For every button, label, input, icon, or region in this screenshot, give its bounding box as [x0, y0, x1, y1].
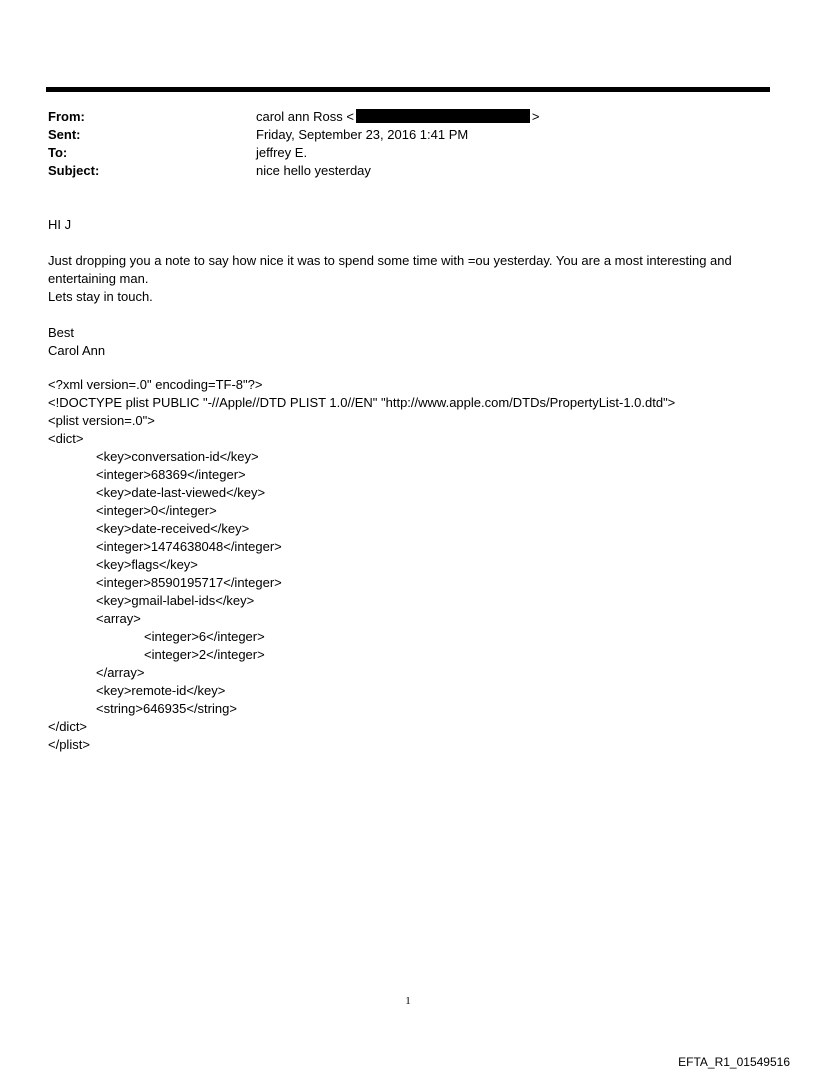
xml-line: <array> [96, 611, 141, 626]
xml-line: <plist version=.0"> [48, 413, 155, 428]
email-body [48, 216, 770, 360]
subject-value: nice hello yesterday [256, 163, 371, 178]
xml-line: <integer>68369</integer> [96, 467, 246, 482]
xml-line: <integer>0</integer> [96, 503, 217, 518]
subject-row [48, 162, 768, 180]
subject-label: Subject: [48, 163, 100, 178]
from-name: carol ann Ross < [256, 109, 354, 124]
xml-line: <dict> [48, 431, 84, 446]
from-value [256, 108, 768, 126]
xml-line: <integer>2</integer> [144, 647, 265, 662]
to-row [48, 144, 768, 162]
xml-plist-block [48, 376, 770, 754]
sent-row [48, 126, 768, 144]
to-value: jeffrey E. [256, 145, 308, 160]
signature: Carol Ann [48, 343, 106, 358]
bates-number: EFTA_R1_01549516 [678, 1055, 790, 1069]
xml-line: <key>flags</key> [96, 557, 198, 572]
xml-line: <key>date-last-viewed</key> [96, 485, 266, 500]
email-header [48, 108, 768, 180]
xml-line: </dict> [48, 719, 88, 734]
closing: Best [48, 325, 75, 340]
xml-line: <key>date-received</key> [96, 521, 250, 536]
xml-line: <string>646935</string> [96, 701, 237, 716]
to-label: To: [48, 145, 68, 160]
xml-line: <integer>1474638048</integer> [96, 539, 282, 554]
xml-line: <key>conversation-id</key> [96, 449, 259, 464]
sent-value: Friday, September 23, 2016 1:41 PM [256, 127, 469, 142]
from-close: > [531, 109, 540, 124]
xml-line: <!DOCTYPE plist PUBLIC "-//Apple//DTD PLIST 1.0//EN" "http://www.apple.com/DTDs/PropertyList-1.0.dtd"> [48, 395, 676, 410]
header-divider [46, 87, 770, 92]
sent-label: Sent: [48, 127, 81, 142]
xml-line: <key>remote-id</key> [96, 683, 226, 698]
greeting: HI J [48, 217, 72, 232]
xml-line: <key>gmail-label-ids</key> [96, 593, 255, 608]
from-row [48, 108, 768, 126]
page-number: 1 [405, 995, 411, 1007]
redaction-block [356, 109, 530, 123]
from-label: From: [48, 109, 85, 124]
xml-line: </array> [96, 665, 145, 680]
body-paragraph: Lets stay in touch. [48, 289, 153, 304]
xml-line: <integer>8590195717</integer> [96, 575, 282, 590]
xml-line: </plist> [48, 737, 90, 752]
body-paragraph: Just dropping you a note to say how nice it was to spend some time with =ou yesterday. You are a most interesting and entertaining man. [48, 253, 732, 286]
xml-line: <?xml version=.0" encoding=TF-8"?> [48, 377, 263, 392]
xml-line: <integer>6</integer> [144, 629, 265, 644]
